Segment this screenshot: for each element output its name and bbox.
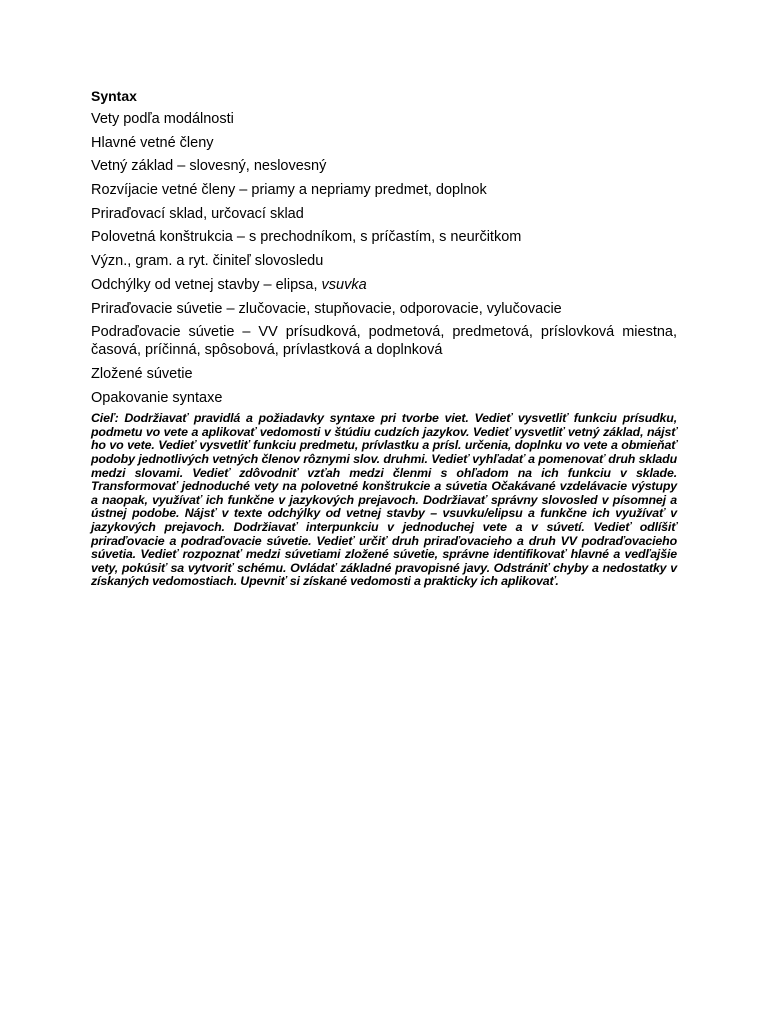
topic-item: Vety podľa modálnosti: [91, 111, 234, 127]
topic-item: Rozvíjacie vetné členy – priamy a nepriamy predmet, doplnok: [91, 182, 487, 199]
topic-item: Význ., gram. a ryt. činiteľ slovosledu: [91, 253, 324, 270]
topic-item: Opakovanie syntaxe: [91, 389, 223, 406]
topic-item: Polovetná konštrukcia – s prechodníkom, s príčastím, s neurčitkom: [91, 229, 522, 246]
topic-text: Odchýlky od vetnej stavby – elipsa,: [91, 276, 322, 293]
topic-item-deviations: [91, 276, 677, 294]
topic-item: Vetný základ – slovesný, neslovesný: [91, 158, 327, 175]
topic-item: Hlavné vetné členy: [91, 134, 214, 151]
section-heading: Syntax: [91, 88, 137, 104]
topic-item: Podraďovacie súvetie – VV prísudková, podmetová, predmetová, príslovková miestna, časová, príčinná, spôsobová, prívlastková a doplnková: [91, 324, 677, 359]
document-content: [91, 87, 677, 589]
topic-item: Zložené súvetie: [91, 365, 193, 382]
topic-item: Priraďovací sklad, určovací sklad: [91, 205, 304, 222]
topic-list: [91, 110, 677, 407]
topic-italic-term: vsuvka: [321, 276, 367, 293]
goal-paragraph: Cieľ: Dodržiavať pravidlá a požiadavky syntaxe pri tvorbe viet. Vedieť vysvetliť funkciu prísudku, podmetu vo vete a aplikovať vedomosti v štúdiu cudzích jazykov. Vedieť vysvetliť vetný základ, nájsť ho vo vete. Vedieť vysvetliť funkciu predmetu, prívlastku a prísl. určenia, doplnku vo vete a obmieňať podoby jednotlivých vetných členov rôznymi slov. druhmi. Vedieť vyhľadať a pomenovať druh skladu medzi slovami. Vedieť zdôvodniť vzťah medzi členmi s ohľadom na ich funkciu v sklade. Transformovať jednoduché vety na polovetné konštrukcie a súvetia Očakávané vzdelávacie výstupy a naopak, využívať ich funkčne v jazykových prejavoch. Dodržiavať správny slovosled v písomnej a ústnej podobe. Nájsť v texte odchýlky od vetnej stavby – vsuvku/elipsu a funkčne ich využívať v jazykových prejavoch. Dodržiavať interpunkciu v jednoduchej vete a v súvetí. Vedieť odlíšiť priraďovacie a podraďovacie súvetie. Vedieť určiť druh priraďovacieho a druh VV podraďovacieho súvetia. Vedieť rozpoznať medzi súvetiami zložené súvetie, správne identifikovať hlavné a vedľajšie vety, pokúsiť sa vytvoriť schému. Ovládať základné pravopisné javy. Odstrániť chyby a nedostatky v získaných vedomostiach. Upevniť si získané vedomosti a prakticky ich aplikovať.: [91, 411, 677, 589]
topic-item: Priraďovacie súvetie – zlučovacie, stupňovacie, odporovacie, vylučovacie: [91, 300, 562, 317]
